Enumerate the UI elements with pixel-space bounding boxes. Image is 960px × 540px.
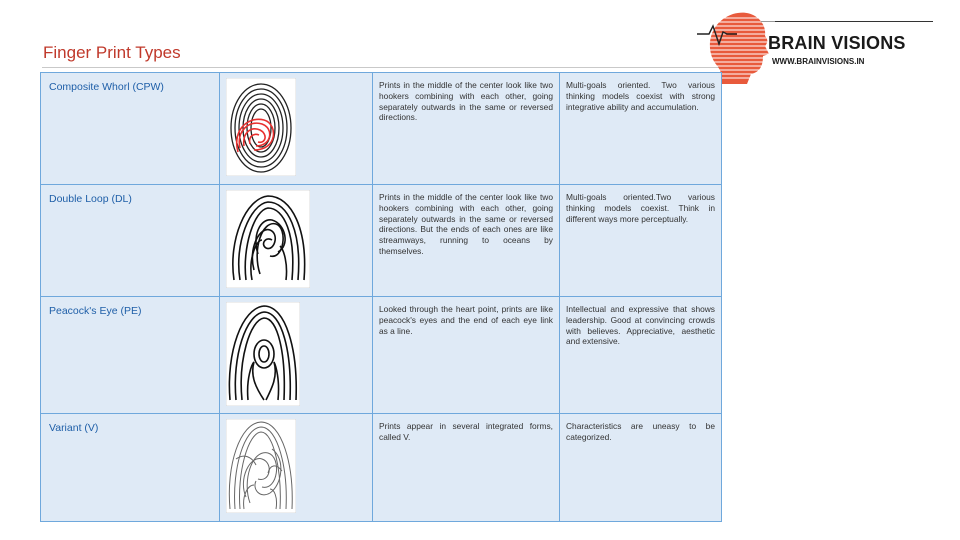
- pattern-description: Prints appear in several integrated forms, called V.: [373, 414, 560, 522]
- page-title: Finger Print Types: [43, 43, 181, 62]
- personality-meaning: Intellectual and expressive that shows leadership. Good at convincing crowds with believes. Appreciative, aesthetic and extensive.: [560, 297, 722, 414]
- type-name: Variant (V): [41, 414, 220, 522]
- personality-meaning: Multi-goals oriented.Two various thinking models coexist. Think in different ways more perceptually.: [560, 185, 722, 297]
- variant-fingerprint-icon: [226, 419, 296, 513]
- double-loop-fingerprint-icon: [226, 190, 310, 288]
- personality-meaning: Multi-goals oriented. Two various thinking models coexist with strong integrative ability and accumulation.: [560, 73, 722, 185]
- pattern-description: Prints in the middle of the center look like two hookers combining with each other, going separately outwards in the same or reversed directions.: [373, 73, 560, 185]
- table-row: [41, 414, 722, 522]
- fingerprint-image-cell: [220, 297, 373, 414]
- brand-name: BRAIN VISIONS: [768, 33, 906, 53]
- type-name: Double Loop (DL): [41, 185, 220, 297]
- peacocks-eye-fingerprint-icon: [226, 302, 300, 406]
- pattern-description: Looked through the heart point, prints are like peacock's eyes and the end of each eye link as a line.: [373, 297, 560, 414]
- table-row: [41, 297, 722, 414]
- fingerprint-types-table: [40, 72, 722, 522]
- fingerprint-image-cell: [220, 185, 373, 297]
- type-name: Composite Whorl (CPW): [41, 73, 220, 185]
- brand-url: WWW.BRAINVISIONS.IN: [772, 57, 865, 66]
- fingerprint-image-cell: [220, 414, 373, 522]
- type-name: Peacock's Eye (PE): [41, 297, 220, 414]
- pattern-description: Prints in the middle of the center look like two hookers combining with each other, going separately outwards in the same or reversed directions. But the ends of each ones are like streamways, running to oceans by themselves.: [373, 185, 560, 297]
- personality-meaning: Characteristics are uneasy to be categorized.: [560, 414, 722, 522]
- composite-whorl-fingerprint-icon: [226, 78, 296, 176]
- title-divider: [42, 67, 722, 68]
- table-row: [41, 73, 722, 185]
- fingerprint-image-cell: [220, 73, 373, 185]
- table-row: [41, 185, 722, 297]
